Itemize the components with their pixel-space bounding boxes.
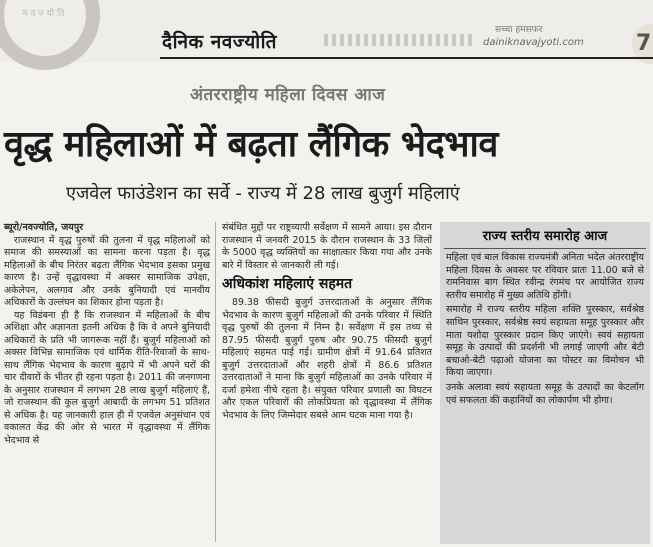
- sidebar-box: [440, 222, 650, 544]
- sidebar-box-body: [440, 249, 650, 407]
- col1-paragraph-1: राजस्थान में वृद्ध पुरुषों की तुलना में वृद्ध महिलाओं को समाज की समस्याओं का सामना करना पड़ता है। वृद्ध महिलाओं के बीच निरंतर बढ़ता लैंगिक भेदभाव इसका प्रमुख कारण है। उन्हें वृद्धावस्था में अक्सर सामाजिक उपेक्षा, अकेलेपन, अलगाव और उनके बुनियादी एवं मानवीय अधिकारों के उल्लंघन का शिकार होना पड़ता है।: [4, 234, 210, 308]
- box-paragraph-2: समारोह में राज्य स्तरीय महिला शक्ति पुरस्कार, सर्वश्रेष्ठ साथिन पुरस्कार, सर्वश्रेष्ठ स्वयं सहायता समूह पुरस्कार और माता यशोदा पुरस्कार प्रदान किए जाएंगे। स्वयं सहायता समूह के उत्पादों की प्रदर्शनी भी लगाई जाएगी और बेटी बचाओ-बेटी पढ़ाओ योजना का पोस्टर का विमोचन भी किया जाएगा।: [446, 304, 644, 379]
- website-url: dainiknavajyoti.com: [483, 37, 584, 48]
- article-column-2: [222, 222, 432, 422]
- sponsor-tagline: सच्चा हमसफर: [495, 25, 543, 35]
- kicker-heading: अंतरराष्ट्रीय महिला दिवस आज: [190, 85, 386, 105]
- box-paragraph-1: महिला एवं बाल विकास राज्यमंत्री अनिता भदेल अंतरराष्ट्रीय महिला दिवस के अवसर पर रविवार प्रातः 11.00 बजे से रामनिवास बाग स्थित रवीन्द्र रंगमंच पर आयोजित राज्य स्तरीय समारोह में मुख्य अतिथि होंगी।: [446, 252, 644, 301]
- col2-subheading: अधिकांश महिलाएं सहमत: [222, 276, 353, 292]
- sidebar-box-title: राज्य स्तरीय समारोह आज: [444, 222, 646, 249]
- col1-paragraph-2: यह विडंबना ही है कि राजस्थान में महिलाओं के बीच अशिक्षा और अज्ञानता इतनी अधिक है कि वे अपने बुनियादी अधिकारों के प्रति भी जागरूक नहीं हैं। बुजुर्ग महिलाओं को अक्सर विभिन्न सामाजिक एवं धार्मिक रीति-रिवाजों के साथ-साथ लैंगिक भेदभाव के कारण बुढ़ापे में भी अपने घरों की चार दीवारों के भीतर ही रहना पड़ता है। 2011 की जनगणना के अनुसार राजस्थान में लगभग 28 लाख बुजुर्ग महिलाएं हैं, जो राजस्थान की कुल बुजुर्ग आबादी के लगभग 51 प्रतिशत से अधिक है। यह जानकारी हाल ही में एजवेल अनुसंधान एवं वकालत केंद्र की ओर से भारत में वृद्धावस्था में लैंगिक भेदभाव से: [4, 309, 210, 446]
- main-headline: वृद्ध महिलाओं में बढ़ता लैंगिक भेदभाव: [4, 124, 498, 165]
- masthead-right: [483, 22, 613, 48]
- article-column-1: [4, 222, 210, 447]
- sub-headline: एजवेल फाउंडेशन का सर्वे - राज्य में 28 लाख बुजुर्ग महिलाएं: [66, 183, 460, 204]
- col2-paragraph-2: 89.38 फीसदी बुजुर्ग उत्तरदाताओं के अनुसार लैंगिक भेदभाव के कारण बुजुर्ग महिलाओं की उनके परिवार में स्थिति वृद्ध पुरुषों की तुलना में निम्न है। सर्वेक्षण में इस तथ्य से 87.95 फीसदी बुजुर्ग पुरुष और 90.75 फीसदी बुजुर्ग महिलाएं सहमत पाई गई। ग्रामीण क्षेत्रों में 91.64 प्रतिशत बुजुर्ग उत्तरदाताओं और शहरी क्षेत्रों में 86.6 प्रतिशत उत्तरदाताओं ने माना कि बुजुर्ग महिलाओं का उनके परिवार में दर्जा हमेशा नीचे रहता है। संयुक्त परिवार प्रणाली का विघटन और एकल परिवारों की लोकप्रियता को वृद्धावस्था में लैंगिक भेदभाव के लिए जिम्मेदार सबसे आम घटक माना गया है।: [222, 297, 432, 421]
- newspaper-header: [0, 0, 653, 62]
- box-paragraph-3: उनके अलावा स्वयं सहायता समूह के उत्पादों का केटलॉग एवं सफलता की कहानियों का लोकार्पण भी होगा।: [446, 381, 644, 406]
- page-number-badge: 7: [632, 24, 653, 64]
- header-rule: [160, 57, 653, 59]
- svg-text:नवज्योति: नवज्योति: [22, 9, 68, 19]
- navajyoti-logo-icon: [0, 0, 110, 70]
- column-divider: [215, 222, 216, 542]
- masthead-stripes: [324, 34, 474, 46]
- masthead-title: दैनिक नवज्योति: [162, 31, 277, 53]
- byline: ब्यूरो/नवज्योति, जयपुर: [4, 222, 84, 233]
- col2-paragraph-1: संबंधित मुद्दों पर राष्ट्रव्यापी सर्वेक्षण में सामने आया। इस दौरान राजस्थान में जनवरी 2015 के दौरान राजस्थान के 33 जिलों के 5000 वृद्ध व्यक्तियों का साक्षात्कार किया गया और उनके बारे में विस्तार से जानकारी ली गई।: [222, 222, 432, 271]
